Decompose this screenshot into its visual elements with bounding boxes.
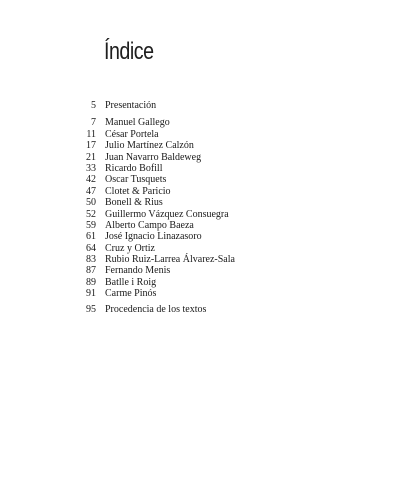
toc-entry-label: Fernando Menis [105, 265, 171, 277]
toc-page-number: 17 [86, 140, 96, 152]
toc-page-number: 52 [86, 208, 96, 220]
toc-page-number: 42 [86, 174, 96, 186]
toc-entry[interactable] [72, 220, 235, 231]
toc-entry[interactable] [72, 186, 235, 197]
toc-entry-label: Procedencia de los textos [105, 303, 207, 315]
toc-entry-label: Manuel Gallego [105, 117, 170, 129]
toc-entry[interactable] [72, 174, 235, 185]
toc-entry-label: Alberto Campo Baeza [105, 219, 194, 231]
toc-entry[interactable] [72, 209, 235, 220]
toc-entry-label: César Portela [105, 128, 159, 140]
toc-entry-label: Clotet & Paricio [105, 185, 171, 197]
toc-page-number: 47 [86, 185, 96, 197]
toc-entry[interactable] [72, 304, 235, 315]
toc-page-number: 21 [86, 151, 96, 163]
toc-entry[interactable] [72, 140, 235, 151]
toc-entry-label: Cruz y Ortiz [105, 242, 155, 254]
toc-entry-label: Guillermo Vázquez Consuegra [105, 208, 229, 220]
toc-entry[interactable] [72, 288, 235, 299]
toc-page-number: 50 [86, 197, 96, 209]
toc-page-number: 91 [86, 288, 96, 300]
toc-page-number: 7 [91, 117, 96, 129]
toc-page-number: 64 [86, 242, 96, 254]
toc-page-number: 11 [86, 128, 96, 140]
toc-entry-label: Bonell & Rius [105, 197, 163, 209]
toc-entry-label: Julio Martínez Calzón [105, 140, 194, 152]
toc-entry[interactable] [72, 254, 235, 265]
toc-page-number: 61 [86, 231, 96, 243]
toc-entry-label: Juan Navarro Baldeweg [105, 151, 202, 163]
toc-page-number: 95 [86, 303, 96, 315]
toc-entry-label: Oscar Tusquets [105, 174, 167, 186]
toc-page-number: 33 [86, 162, 96, 174]
toc-page-number: 89 [86, 276, 96, 288]
toc-entry-label: Ricardo Bofill [105, 162, 163, 174]
toc-entry[interactable] [72, 152, 235, 163]
table-of-contents [72, 100, 235, 315]
toc-entry[interactable] [72, 163, 235, 174]
toc-entry[interactable] [72, 243, 235, 254]
toc-page-number: 59 [86, 219, 96, 231]
toc-page-number: 87 [86, 265, 96, 277]
toc-entry-label: Carme Pinós [105, 288, 157, 300]
toc-entry[interactable] [72, 129, 235, 140]
toc-entry-label: Batlle i Roig [105, 276, 157, 288]
toc-entry-label: Rubio Ruiz-Larrea Álvarez-Sala [105, 254, 235, 266]
toc-entry-label: Presentación [105, 100, 157, 111]
toc-page-number: 83 [86, 254, 96, 266]
toc-entry[interactable] [72, 277, 235, 288]
toc-entry[interactable] [72, 265, 235, 276]
page-title: Índice [104, 38, 154, 65]
toc-entry[interactable] [72, 197, 235, 208]
toc-page-number: 5 [91, 100, 96, 111]
toc-entry[interactable] [72, 117, 235, 128]
toc-entry[interactable] [72, 231, 235, 242]
toc-entry[interactable] [72, 100, 235, 111]
toc-entry-label: José Ignacio Linazasoro [105, 231, 202, 243]
